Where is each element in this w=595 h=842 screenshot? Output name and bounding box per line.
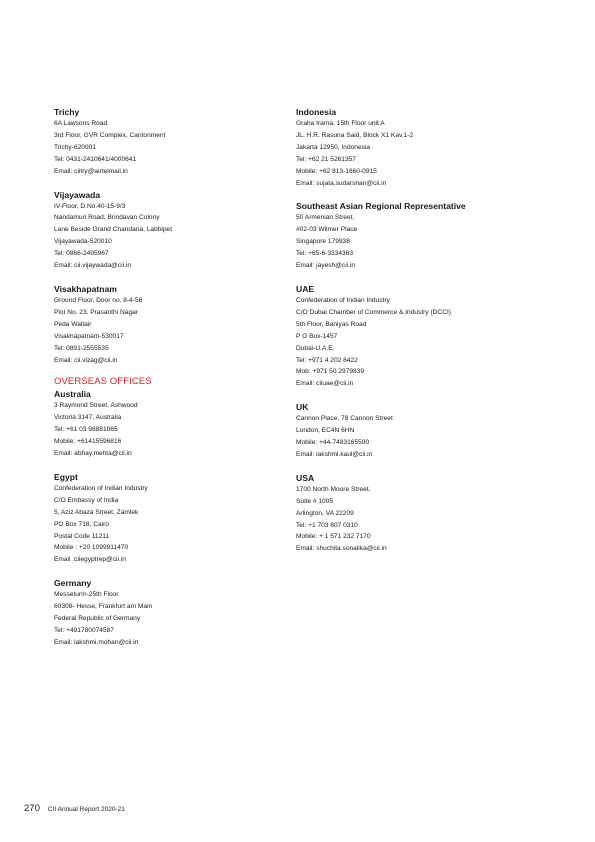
office-detail-line: Mobile : +20 1099911470 [54,544,129,552]
office-detail-line: Tel: 0431-2410641/4000641 [54,155,137,163]
office-detail-line: 50 Armenian Street, [296,214,355,222]
office-detail-line: 1700 North Moore Street, [296,485,371,493]
report-title: CII Annual Report 2020-21 [47,806,125,813]
office-detail-line: 3rd Floor, GVR Complex, Cantonment [54,131,166,139]
office-detail-line: Messeturm-25th Floor [54,591,119,599]
office-detail-line: 5, Aziz Abaza Street, Zamlek [54,508,139,516]
office-name: Southeast Asian Regional Representative [296,201,466,212]
office-detail-line: Federal Republic of Germany [54,615,141,623]
office-detail-line: Email: ciitry@airtelmail.in [54,167,128,175]
office-detail-line: Confederation of Indian Industry [54,484,148,492]
left-column [54,106,284,660]
overseas-offices-list [54,388,284,648]
office-detail-line: Mobile: + 1 571 232 7170 [296,533,371,541]
office-name: UAE [296,283,315,294]
office-name: Visakhapatnam [54,283,117,294]
office-detail-line: Tel: +971 4 202 8422 [296,356,358,364]
page-number: 270 [24,803,40,814]
office-detail-line: Victoria 3147, Australia [54,414,122,422]
office-detail-line: Confederation of Indian Industry [296,296,390,304]
office-detail-line: C/O Dubai Chamber of Commerce & Industry (DCCI) [296,308,451,316]
office-name: Germany [54,578,92,589]
office-detail-line: Email: ciiuae@cii.in [296,380,354,388]
office-detail-line: Dubai-U.A.E. [296,344,335,352]
office-detail-line: Email: jayesh@cii.in [296,262,356,270]
office-detail-line: Email: shuchita.sonalika@cii.in [296,545,387,553]
office-detail-line: Mobile: +44-7483165590 [296,439,370,447]
office-detail-line: C/O Embassy of India [54,496,119,504]
office-detail-line: 6A Lawsons Road [54,120,108,127]
office-detail-line: Lane Beside Grand Chandana, Labbipet [54,226,173,234]
office-block [54,471,284,566]
office-detail-line: 5th Floor, Baniyas Road [296,320,367,328]
overseas-offices-heading: OVERSEAS OFFICES [54,376,152,388]
office-detail-line: P O Box-1457 [296,332,338,340]
office-detail-line: Vijayawada-520010 [54,238,112,246]
office-name: Egypt [54,471,78,482]
office-detail-line: London, EC4N 6HN [296,427,355,435]
office-detail-line: Tel: 0866-2495967 [54,250,109,258]
office-block [54,388,284,460]
office-detail-line: Mobile: +61415596816 [54,438,122,446]
office-detail-line: Singapore 179938 [296,238,350,246]
office-detail-line: Jakarta 12950, Indonesia [296,143,371,151]
office-name: Australia [54,389,91,400]
office-detail-line: Visakhapatnam-530017 [54,332,124,340]
office-detail-line: Mob: +971 50 2979839 [296,368,365,376]
office-detail-line: Email: cii.vijaywada@cii.in [54,262,132,270]
office-block [296,200,526,272]
domestic-offices-list [54,106,284,366]
office-detail-line: Email: lakshmi.kaul@cii.in [296,450,373,458]
office-detail-line: Tel: 0891-2555535 [54,344,109,352]
right-column [296,106,526,566]
office-name: UK [296,402,309,413]
right-offices-list [296,106,526,555]
office-detail-line: Email: sujata.sudarshan@cii.in [296,179,387,187]
office-detail-line: Tel: +1 703 807 0310 [296,521,358,529]
office-block [296,106,526,189]
office-detail-line: 3 Raymond Street, Ashwood [54,402,138,410]
office-block [54,283,284,366]
office-detail-line: IV-Floor, D.No.40-15-9/3 [54,202,126,210]
office-detail-line: Graha Irama, 15th Floor unit A [296,120,385,127]
office-detail-line: Nandamuri Road, Brindavan Colony [54,214,160,222]
office-detail-line: Tel: +61 03 98881065 [54,426,118,434]
page-footer [24,803,125,814]
office-name: Trichy [54,107,80,117]
office-detail-line: #02-03 Wilmer Place [296,226,358,234]
office-detail-line: Trichy-620001 [54,143,96,151]
office-block [296,283,526,390]
office-detail-line: Tel: +62 21 5261357 [296,155,356,163]
office-detail-line: Tel: +491780074587 [54,627,114,634]
office-detail-line: Email :ciiegyptrep@cii.in [54,556,126,564]
office-block [54,189,284,272]
office-name: Vijayawada [54,189,101,200]
office-detail-line: Arlington, VA 22209 [296,509,354,517]
office-block [296,472,526,555]
office-detail-line: Ground Floor, Door no. 8-4-56 [54,296,143,304]
office-detail-line: Email: cii.vizag@cii.in [54,356,118,364]
office-name: USA [296,472,315,483]
office-detail-line: Mobile: +62 813-1860-0915 [296,167,377,175]
office-detail-line: JL. H.R. Rasuna Said, Block X1 Kav.1-2 [296,131,414,139]
office-block [296,401,526,461]
office-name: Indonesia [296,107,337,117]
office-detail-line: Peda Waltair [54,320,92,328]
office-detail-line: Postal Code 11211 [54,532,110,540]
office-detail-line: Tel: +65-6-3334363 [296,250,354,258]
office-detail-line: 60308- Hesse, Frankfurt am Main [54,603,153,611]
office-detail-line: Cannon Place, 78 Cannon Street [296,415,393,423]
office-block [54,106,284,178]
office-detail-line: PO Box 718, Cairo [54,520,109,528]
office-detail-line: Suite # 1005 [296,497,334,505]
office-block [54,577,284,649]
office-detail-line: Email: abhay.mehta@cii.in [54,450,132,458]
office-detail-line: Plot No. 23, Prasanthi Nagar [54,308,138,316]
office-detail-line: Email: lakshmi.mohan@cii.in [54,638,139,646]
